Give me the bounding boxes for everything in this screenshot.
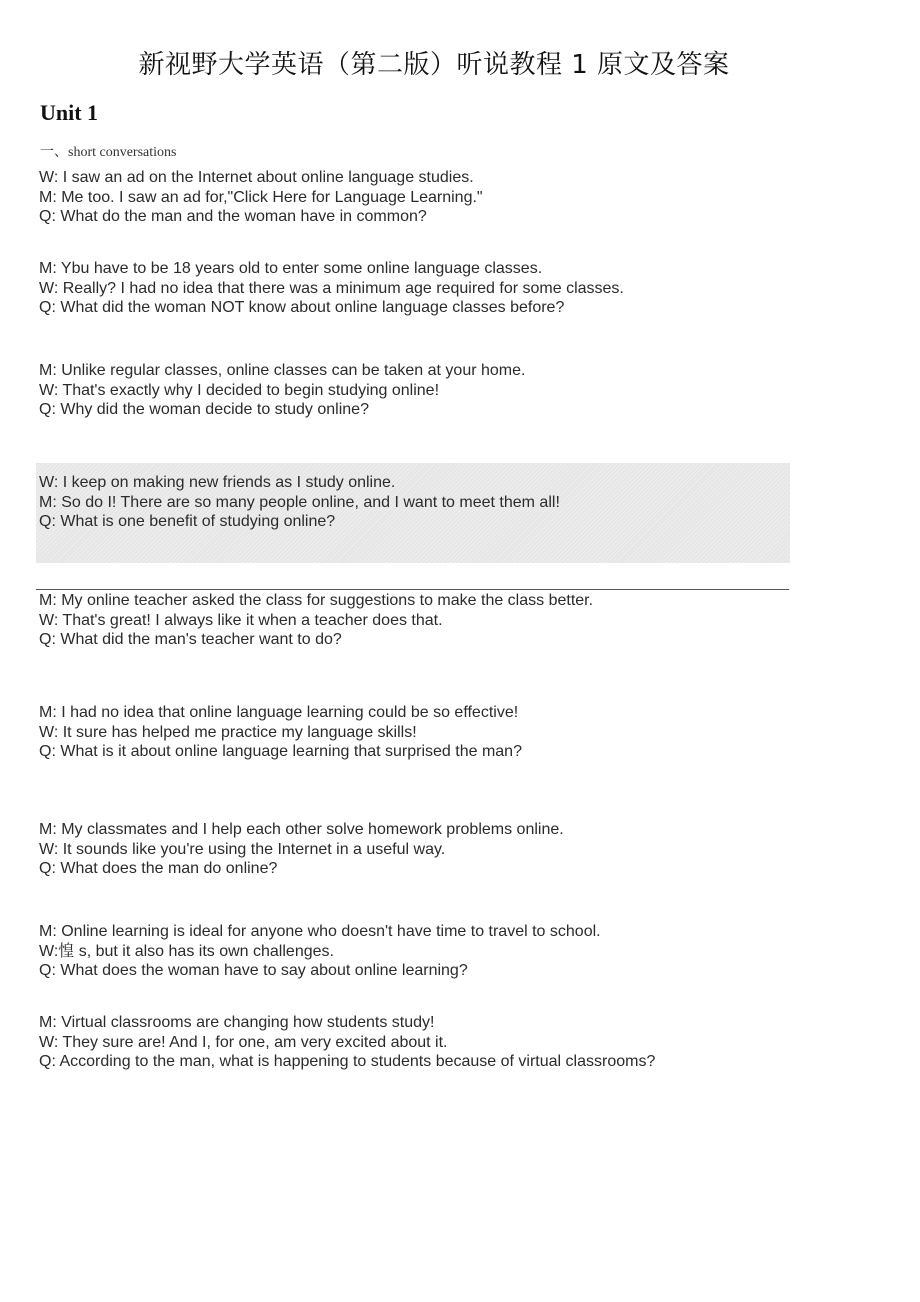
conversation-line: W: That's exactly why I decided to begin studying online! xyxy=(39,381,440,399)
conversation-line: M: Unlike regular classes, online classes can be taken at your home. xyxy=(39,362,526,379)
conversation-line: M: I had no idea that online language learning could be so effective! xyxy=(39,704,519,721)
conversation-9 xyxy=(39,1013,655,1072)
conversation-line: M: My classmates and I help each other solve homework problems online. xyxy=(39,821,564,838)
unit-heading: Unit 1 xyxy=(40,100,99,125)
conversation-line: M: Ybu have to be 18 years old to enter some online language classes. xyxy=(39,260,543,277)
conversation-line: W: I keep on making new friends as I study online. xyxy=(39,474,396,491)
section-label: 一、short conversations xyxy=(40,145,177,160)
conversation-line: M: Online learning is ideal for anyone who doesn't have time to travel to school. xyxy=(39,923,601,940)
question-line: Q: What is it about online language learning that surprised the man? xyxy=(39,743,522,760)
conversation-5 xyxy=(39,591,593,650)
conversation-line: W: They sure are! And I, for one, am very excited about it. xyxy=(39,1033,448,1051)
conversation-line: W: That's great! I always like it when a teacher does that. xyxy=(39,611,443,629)
conversation-6 xyxy=(39,703,522,762)
conversation-8 xyxy=(39,922,601,981)
conversation-line: M: Me too. I saw an ad for,"Click Here for Language Learning." xyxy=(39,188,483,206)
conversation-1 xyxy=(39,168,483,227)
horizontal-rule xyxy=(36,589,789,590)
conversation-line: W: I saw an ad on the Internet about online language studies. xyxy=(39,169,474,186)
conversation-line: W: Really? I had no idea that there was a minimum age required for some classes. xyxy=(39,279,624,297)
question-line: Q: Why did the woman decide to study online? xyxy=(39,401,369,418)
question-line: Q: What does the man do online? xyxy=(39,860,278,877)
question-line: Q: What do the man and the woman have in common? xyxy=(39,208,427,225)
document-title: 新视野大学英语（第二版）听说教程 1 原文及答案 xyxy=(138,50,730,80)
conversation-3 xyxy=(39,361,525,420)
conversation-7 xyxy=(39,820,564,879)
conversation-line: W:惶 s, but it also has its own challenges. xyxy=(39,942,334,960)
question-line: Q: According to the man, what is happening to students because of virtual classrooms? xyxy=(39,1053,656,1070)
conversation-line: W: It sure has helped me practice my language skills! xyxy=(39,723,417,741)
conversation-line: M: My online teacher asked the class for suggestions to make the class better. xyxy=(39,592,594,609)
conversation-2 xyxy=(39,259,624,318)
conversation-4 xyxy=(39,473,560,532)
question-line: Q: What did the woman NOT know about online language classes before? xyxy=(39,299,565,316)
question-line: Q: What does the woman have to say about online learning? xyxy=(39,962,468,979)
conversation-line: W: It sounds like you're using the Internet in a useful way. xyxy=(39,840,446,858)
question-line: Q: What is one benefit of studying online? xyxy=(39,513,336,530)
question-line: Q: What did the man's teacher want to do? xyxy=(39,631,342,648)
conversation-line: M: So do I! There are so many people online, and I want to meet them all! xyxy=(39,493,560,511)
conversation-line: M: Virtual classrooms are changing how students study! xyxy=(39,1014,435,1031)
